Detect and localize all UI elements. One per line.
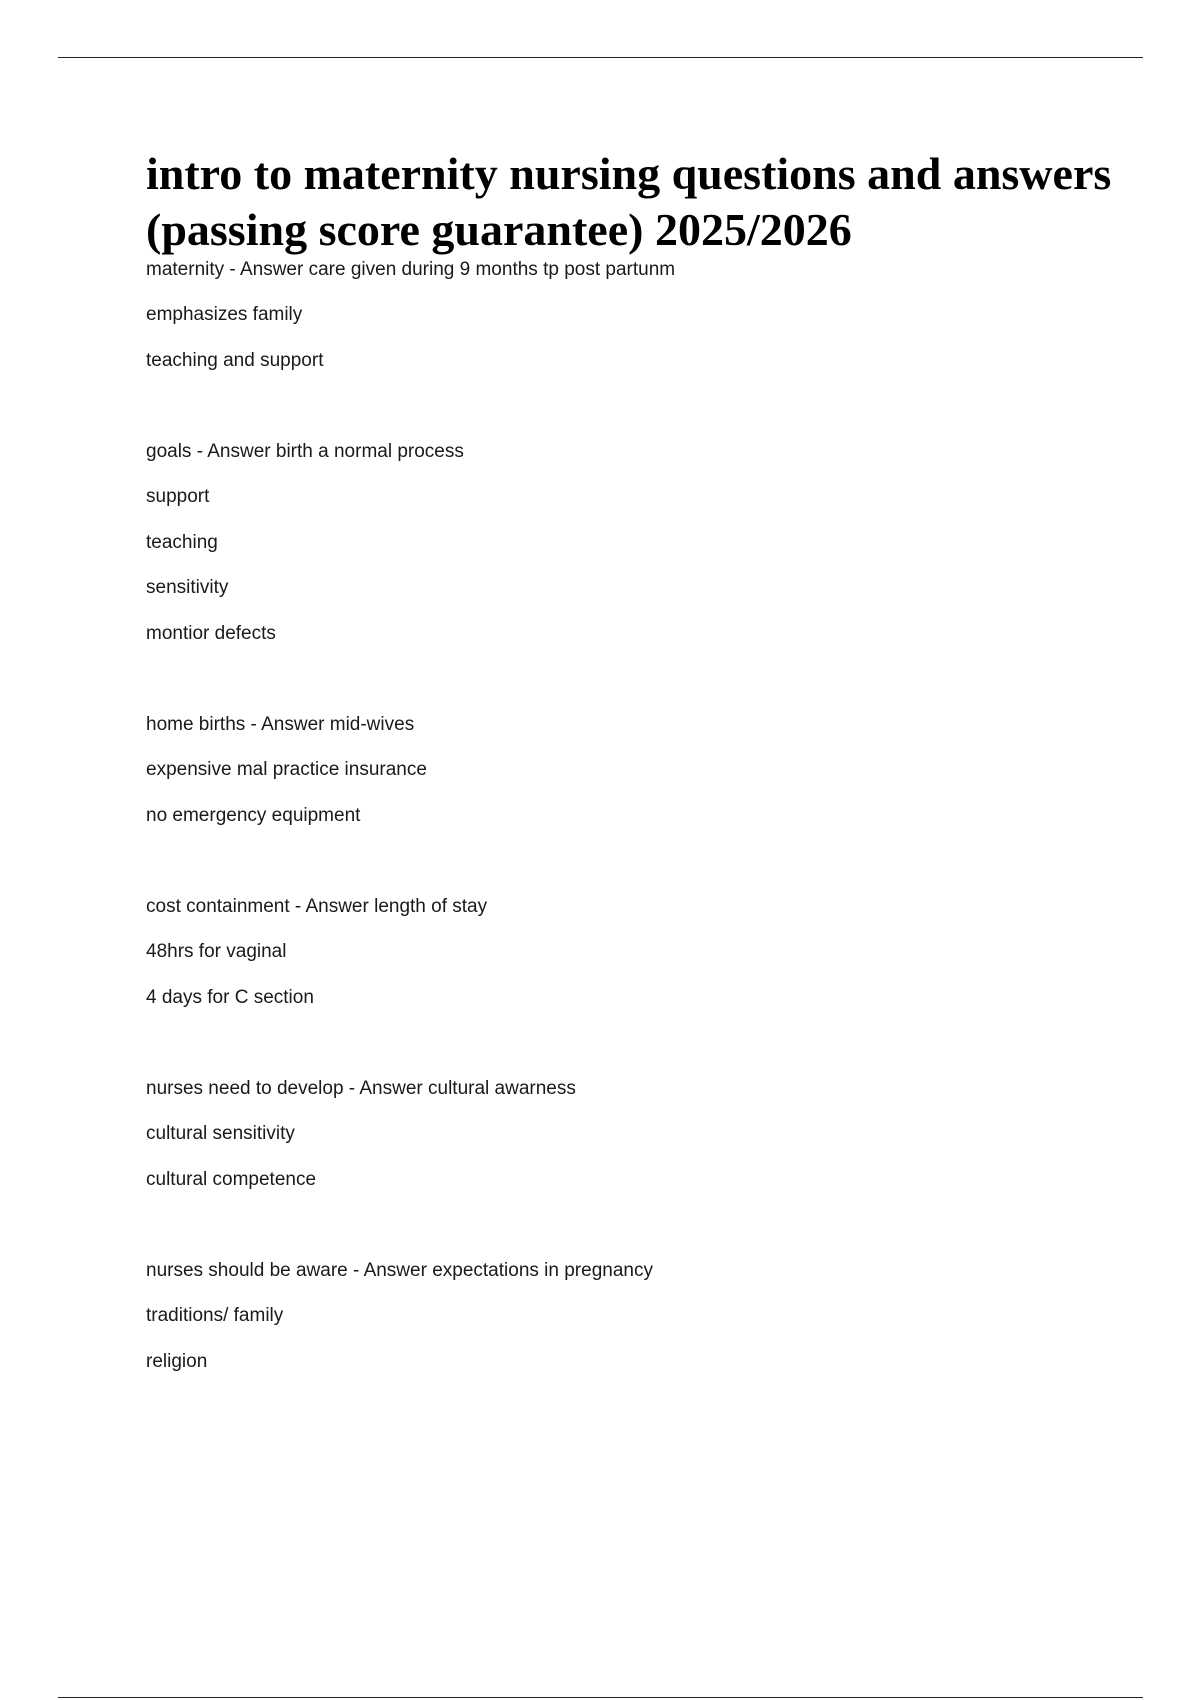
qa-question-line: nurses should be aware - Answer expectations in pregnancy xyxy=(146,1259,653,1281)
qa-answer-line: expensive mal practice insurance xyxy=(146,759,427,780)
qa-answer-line: 4 days for C section xyxy=(146,986,314,1008)
qa-question-line: goals - Answer birth a normal process xyxy=(146,440,464,462)
qa-answer-line: teaching xyxy=(146,531,218,553)
qa-question-line: nurses need to develop - Answer cultural awarness xyxy=(146,1077,576,1099)
top-divider xyxy=(58,57,1143,58)
qa-answer-line: montior defects xyxy=(146,622,276,644)
qa-answer-line: religion xyxy=(146,1350,208,1372)
qa-answer-line: traditions/ family xyxy=(146,1305,284,1326)
qa-answer-line: 48hrs for vaginal xyxy=(146,941,287,962)
qa-answer-line: emphasizes family xyxy=(146,304,303,325)
document-body xyxy=(146,146,1126,1384)
qa-answer-line: support xyxy=(146,486,210,507)
qa-answer-line: no emergency equipment xyxy=(146,804,361,826)
qa-answer-line: teaching and support xyxy=(146,349,324,371)
qa-question-line: cost containment - Answer length of stay xyxy=(146,895,488,917)
bottom-divider xyxy=(58,1697,1143,1698)
qa-answer-line: cultural competence xyxy=(146,1168,317,1190)
qa-block-nurses-aware xyxy=(146,1248,1126,1385)
qa-block-nurses-develop xyxy=(146,1066,1126,1203)
qa-block-cost-containment xyxy=(146,884,1126,1021)
qa-block-maternity xyxy=(146,258,1126,383)
document-title: intro to maternity nursing questions and answers (passing score guarantee) 2025/2026 xyxy=(146,148,1112,255)
qa-block-goals xyxy=(146,429,1126,657)
qa-question-line: maternity - Answer care given during 9 months tp post partunm xyxy=(146,259,676,280)
qa-question-line: home births - Answer mid-wives xyxy=(146,713,415,735)
qa-block-home-births xyxy=(146,702,1126,839)
qa-answer-line: sensitivity xyxy=(146,577,229,598)
qa-answer-line: cultural sensitivity xyxy=(146,1123,295,1144)
